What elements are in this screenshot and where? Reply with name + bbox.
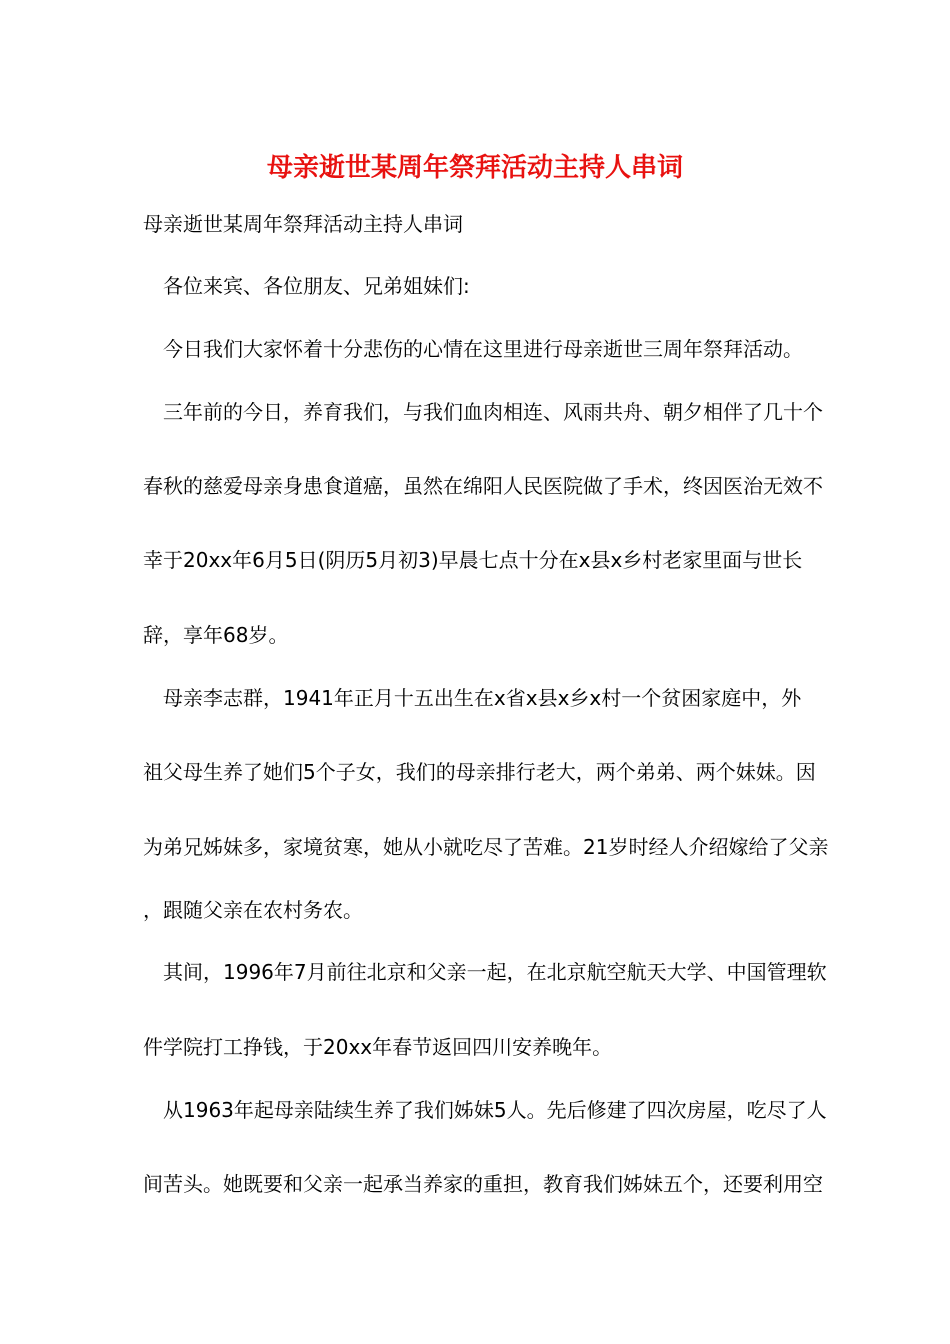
body-line: 祖父母生养了她们5个子女，我们的母亲排行老大，两个弟弟、两个妹妹。因 [143, 760, 816, 784]
body-line: 春秋的慈爱母亲身患食道癌，虽然在绵阳人民医院做了手术，终因医治无效不 [143, 474, 823, 498]
body-line: ，跟随父亲在农村务农。 [143, 898, 363, 922]
body-line: 母亲李志群，1941年正月十五出生在x省x县x乡x村一个贫困家庭中，外 [163, 686, 802, 710]
body-line: 今日我们大家怀着十分悲伤的心情在这里进行母亲逝世三周年祭拜活动。 [163, 337, 803, 361]
document-title: 母亲逝世某周年祭拜活动主持人串词 [266, 153, 683, 183]
body-line: 三年前的今日，养育我们，与我们血肉相连、风雨共舟、朝夕相伴了几十个 [163, 400, 823, 424]
body-line: 为弟兄姊妹多，家境贫寒，她从小就吃尽了苦难。21岁时经人介绍嫁给了父亲 [143, 835, 829, 859]
body-line: 件学院打工挣钱，于20xx年春节返回四川安养晚年。 [143, 1035, 613, 1059]
body-line: 其间，1996年7月前往北京和父亲一起，在北京航空航天大学、中国管理软 [163, 960, 827, 984]
body-line: 辞，享年68岁。 [143, 623, 289, 647]
body-line-greeting: 各位来宾、各位朋友、兄弟姐妹们: [163, 274, 470, 298]
body-line: 从1963年起母亲陆续生养了我们姊妹5人。先后修建了四次房屋，吃尽了人 [163, 1098, 827, 1122]
body-line-subtitle: 母亲逝世某周年祭拜活动主持人串词 [143, 212, 463, 236]
body-line: 幸于20xx年6月5日(阴历5月初3)早晨七点十分在x县x乡村老家里面与世长 [143, 548, 803, 572]
body-line: 间苦头。她既要和父亲一起承当养家的重担，教育我们姊妹五个，还要利用空 [143, 1172, 823, 1196]
